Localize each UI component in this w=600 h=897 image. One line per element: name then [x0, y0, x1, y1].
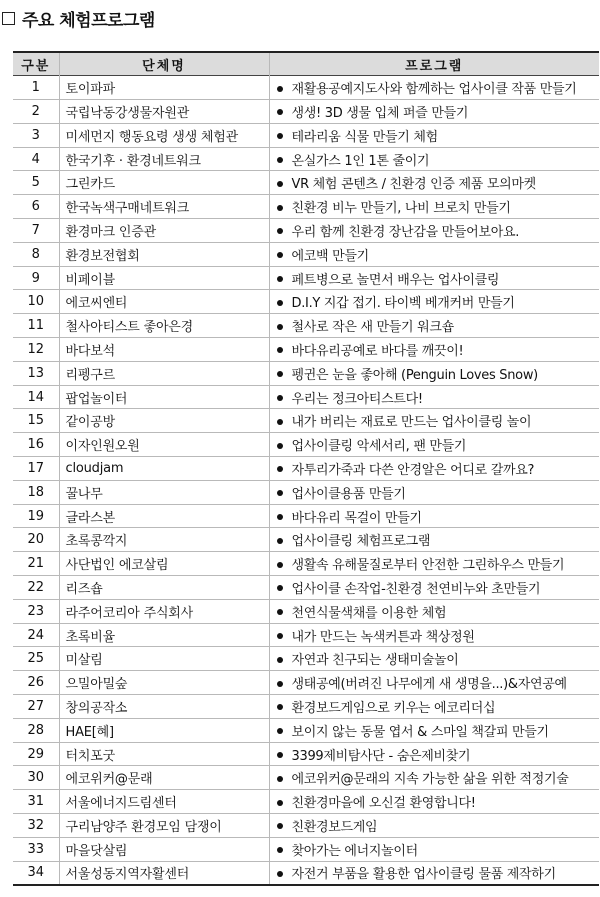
bullet-icon	[277, 300, 283, 306]
table-row	[13, 837, 599, 861]
program-name: 3399제비탐사단 - 숨은제비찾기	[291, 748, 471, 764]
bullet-icon	[277, 324, 283, 330]
program-cell	[269, 433, 599, 457]
program-name: 업사이클 손작업-친환경 천연비누와 초만들기	[291, 581, 541, 597]
table-row	[13, 409, 599, 433]
table-row	[13, 742, 599, 766]
row-number: 3	[13, 123, 59, 147]
org-name: 환경마크 인증관	[59, 219, 269, 243]
bullet-icon	[277, 371, 283, 377]
program-cell	[269, 576, 599, 600]
program-cell	[269, 314, 599, 338]
row-number: 33	[13, 837, 59, 861]
program-name: 에코백 만들기	[291, 248, 369, 264]
bullet-icon	[277, 847, 283, 853]
table-row	[13, 599, 599, 623]
table-row	[13, 314, 599, 338]
org-name: 미세먼지 행동요령 생생 체험관	[59, 123, 269, 147]
bullet-icon	[277, 585, 283, 591]
page-title-text: 주요 체험프로그램	[22, 10, 155, 31]
program-cell	[269, 766, 599, 790]
bullet-icon	[277, 133, 283, 139]
row-number: 9	[13, 266, 59, 290]
program-cell	[269, 790, 599, 814]
program-name: 친환경마을에 오신걸 환영합니다!	[291, 796, 476, 812]
program-name: 온실가스 1인 1톤 줄이기	[291, 153, 430, 169]
table-row	[13, 433, 599, 457]
bullet-icon	[277, 395, 283, 401]
program-cell	[269, 266, 599, 290]
program-cell	[269, 338, 599, 362]
row-number: 13	[13, 361, 59, 385]
table-row	[13, 528, 599, 552]
program-cell	[269, 385, 599, 409]
table-row	[13, 242, 599, 266]
row-number: 11	[13, 314, 59, 338]
org-name: 한국녹색구매네트워크	[59, 195, 269, 219]
row-number: 8	[13, 242, 59, 266]
bullet-icon	[277, 276, 283, 282]
program-name: 찾아가는 에너지놀이터	[291, 843, 418, 859]
row-number: 18	[13, 480, 59, 504]
row-number: 21	[13, 552, 59, 576]
table-row	[13, 718, 599, 742]
table-row	[13, 814, 599, 838]
org-name: 환경보전협회	[59, 242, 269, 266]
table-row	[13, 385, 599, 409]
page-title	[2, 4, 155, 32]
table-body	[13, 76, 599, 885]
table-row	[13, 361, 599, 385]
table-row	[13, 576, 599, 600]
program-cell	[269, 504, 599, 528]
program-cell	[269, 242, 599, 266]
org-name: 미살림	[59, 647, 269, 671]
row-number: 1	[13, 76, 59, 100]
org-name: 터치포굿	[59, 742, 269, 766]
row-number: 5	[13, 171, 59, 195]
program-cell	[269, 814, 599, 838]
row-number: 4	[13, 147, 59, 171]
program-cell	[269, 123, 599, 147]
row-number: 28	[13, 718, 59, 742]
row-number: 20	[13, 528, 59, 552]
org-name: 에코위커@문래	[59, 766, 269, 790]
org-name: 에코씨엔티	[59, 290, 269, 314]
program-name: 환경보드게임으로 키우는 에코리더십	[291, 700, 496, 716]
row-number: 16	[13, 433, 59, 457]
row-number: 22	[13, 576, 59, 600]
program-name: 업사이클링 체험프로그램	[291, 534, 431, 550]
bullet-icon	[277, 562, 283, 568]
row-number: 32	[13, 814, 59, 838]
program-name: D.I.Y 지갑 접기. 타이벡 베개커버 만들기	[291, 296, 515, 312]
bullet-icon	[277, 181, 283, 187]
program-cell	[269, 100, 599, 124]
row-number: 19	[13, 504, 59, 528]
program-name: 펭귄은 눈을 좋아해 (Penguin Loves Snow)	[291, 367, 538, 383]
org-name: 토이파파	[59, 76, 269, 100]
org-name: 으밀아밀숲	[59, 671, 269, 695]
program-name: 천연식물색채를 이용한 체험	[291, 605, 447, 621]
program-name: 보이지 않는 동물 엽서 & 스마일 책갈피 만들기	[291, 724, 549, 740]
bullet-icon	[277, 109, 283, 115]
table-row	[13, 766, 599, 790]
program-cell	[269, 599, 599, 623]
program-cell	[269, 457, 599, 481]
program-name: 생생! 3D 생물 입체 퍼즐 만들기	[291, 105, 469, 121]
program-table	[13, 51, 599, 886]
program-name: 우리는 정크아티스트다!	[291, 391, 423, 407]
row-number: 31	[13, 790, 59, 814]
org-name: 마을닷살림	[59, 837, 269, 861]
bullet-icon	[277, 228, 283, 234]
table-row	[13, 504, 599, 528]
bullet-icon	[277, 86, 283, 92]
table-row	[13, 695, 599, 719]
table-row	[13, 790, 599, 814]
program-name: 친환경 비누 만들기, 나비 브로치 만들기	[291, 201, 511, 217]
bullet-icon	[277, 466, 283, 472]
row-number: 6	[13, 195, 59, 219]
bullet-icon	[277, 347, 283, 353]
org-name: 창의공작소	[59, 695, 269, 719]
program-name: VR 체험 콘텐츠 / 친환경 인증 제품 모의마켓	[291, 177, 536, 193]
row-number: 23	[13, 599, 59, 623]
bullet-icon	[277, 800, 283, 806]
org-name: 바다보석	[59, 338, 269, 362]
org-name: 철사아티스트 좋아은경	[59, 314, 269, 338]
table-row	[13, 290, 599, 314]
program-name: 자연과 친구되는 생태미술놀이	[291, 653, 459, 669]
table-row	[13, 195, 599, 219]
program-cell	[269, 290, 599, 314]
row-number: 10	[13, 290, 59, 314]
org-name: 같이공방	[59, 409, 269, 433]
bullet-icon	[277, 609, 283, 615]
table-row	[13, 219, 599, 243]
program-cell	[269, 147, 599, 171]
org-name: 초록콩깍지	[59, 528, 269, 552]
row-number: 7	[13, 219, 59, 243]
program-name: 내가 버리는 재료로 만드는 업사이클링 놀이	[291, 415, 532, 431]
program-cell	[269, 623, 599, 647]
program-name: 에코위커@문래의 지속 가능한 삶을 위한 적정기술	[291, 772, 569, 788]
table-row	[13, 552, 599, 576]
bullet-icon	[277, 490, 283, 496]
org-name: 초록비율	[59, 623, 269, 647]
row-number: 15	[13, 409, 59, 433]
table-row	[13, 338, 599, 362]
table-row	[13, 623, 599, 647]
row-number: 14	[13, 385, 59, 409]
row-number: 29	[13, 742, 59, 766]
program-cell	[269, 837, 599, 861]
bullet-icon	[277, 776, 283, 782]
program-cell	[269, 195, 599, 219]
bullet-icon	[277, 443, 283, 449]
org-name: 국립낙동강생물자원관	[59, 100, 269, 124]
program-name: 친환경보드게임	[291, 819, 378, 835]
program-name: 철사로 작은 새 만들기 워크숍	[291, 320, 454, 336]
row-number: 34	[13, 861, 59, 885]
program-name: 업사이클용품 만들기	[291, 486, 406, 502]
program-name: 내가 만드는 녹색커튼과 책상정원	[291, 629, 475, 645]
org-name: 꿀나무	[59, 480, 269, 504]
table-header-row	[13, 52, 599, 76]
org-name: 리즈숍	[59, 576, 269, 600]
program-name: 바다유리공예로 바다를 깨끗이!	[291, 343, 464, 359]
org-name: HAE[혜]	[59, 718, 269, 742]
bullet-icon	[277, 252, 283, 258]
table-row	[13, 100, 599, 124]
program-name: 재활용공예지도사와 함께하는 업사이클 작품 만들기	[291, 82, 577, 98]
bullet-icon	[277, 704, 283, 710]
table-row	[13, 861, 599, 885]
header-no: 구분	[13, 52, 59, 76]
program-name: 업사이클링 악세서리, 팬 만들기	[291, 439, 467, 455]
program-cell	[269, 528, 599, 552]
program-cell	[269, 647, 599, 671]
bullet-icon	[277, 633, 283, 639]
org-name: 한국기후 · 환경네트워크	[59, 147, 269, 171]
table-row	[13, 480, 599, 504]
program-cell	[269, 671, 599, 695]
program-cell	[269, 76, 599, 100]
program-cell	[269, 861, 599, 885]
org-name: 리펭구르	[59, 361, 269, 385]
row-number: 30	[13, 766, 59, 790]
org-name: 구리남양주 환경모임 담쟁이	[59, 814, 269, 838]
bullet-icon	[277, 157, 283, 163]
org-name: 서울에너지드림센터	[59, 790, 269, 814]
bullet-icon	[277, 871, 283, 877]
row-number: 2	[13, 100, 59, 124]
org-name: 그린카드	[59, 171, 269, 195]
row-number: 25	[13, 647, 59, 671]
table-row	[13, 647, 599, 671]
bullet-icon	[277, 681, 283, 687]
program-cell	[269, 480, 599, 504]
table-row	[13, 76, 599, 100]
org-name: 사단법인 에코살림	[59, 552, 269, 576]
program-name: 바다유리 목걸이 만들기	[291, 510, 422, 526]
row-number: 12	[13, 338, 59, 362]
bullet-icon	[277, 728, 283, 734]
checkbox-square-icon	[2, 12, 15, 25]
header-program: 프로그램	[269, 52, 599, 76]
program-cell	[269, 409, 599, 433]
org-name: 글라스본	[59, 504, 269, 528]
program-name: 생태공예(버려진 나무에게 새 생명을...)&자연공예	[291, 677, 567, 693]
program-cell	[269, 361, 599, 385]
program-cell	[269, 171, 599, 195]
table-row	[13, 671, 599, 695]
bullet-icon	[277, 823, 283, 829]
program-cell	[269, 219, 599, 243]
program-cell	[269, 718, 599, 742]
org-name: 이자인원오원	[59, 433, 269, 457]
program-name: 테라리움 식물 만들기 체험	[291, 129, 438, 145]
org-name: cloudjam	[59, 457, 269, 481]
bullet-icon	[277, 752, 283, 758]
program-name: 페트병으로 놀면서 배우는 업사이클링	[291, 272, 500, 288]
table-row	[13, 266, 599, 290]
program-name: 우리 함께 친환경 장난감을 만들어보아요.	[291, 224, 520, 240]
table-row	[13, 147, 599, 171]
program-cell	[269, 695, 599, 719]
org-name: 라주어코리아 주식회사	[59, 599, 269, 623]
program-name: 생활속 유해물질로부터 안전한 그린하우스 만들기	[291, 558, 565, 574]
bullet-icon	[277, 419, 283, 425]
org-name: 팝업놀이터	[59, 385, 269, 409]
program-cell	[269, 742, 599, 766]
row-number: 24	[13, 623, 59, 647]
bullet-icon	[277, 538, 283, 544]
row-number: 27	[13, 695, 59, 719]
row-number: 17	[13, 457, 59, 481]
table-row	[13, 171, 599, 195]
bullet-icon	[277, 514, 283, 520]
table-row	[13, 123, 599, 147]
program-name: 자투리가죽과 다쓴 안경알은 어디로 갈까요?	[291, 462, 535, 478]
row-number: 26	[13, 671, 59, 695]
table-row	[13, 457, 599, 481]
bullet-icon	[277, 657, 283, 663]
program-name: 자전거 부품을 활용한 업사이클링 물품 제작하기	[291, 867, 556, 883]
program-cell	[269, 552, 599, 576]
org-name: 비페이블	[59, 266, 269, 290]
org-name: 서울성동지역자활센터	[59, 861, 269, 885]
bullet-icon	[277, 205, 283, 211]
header-org-name: 단체명	[59, 52, 269, 76]
